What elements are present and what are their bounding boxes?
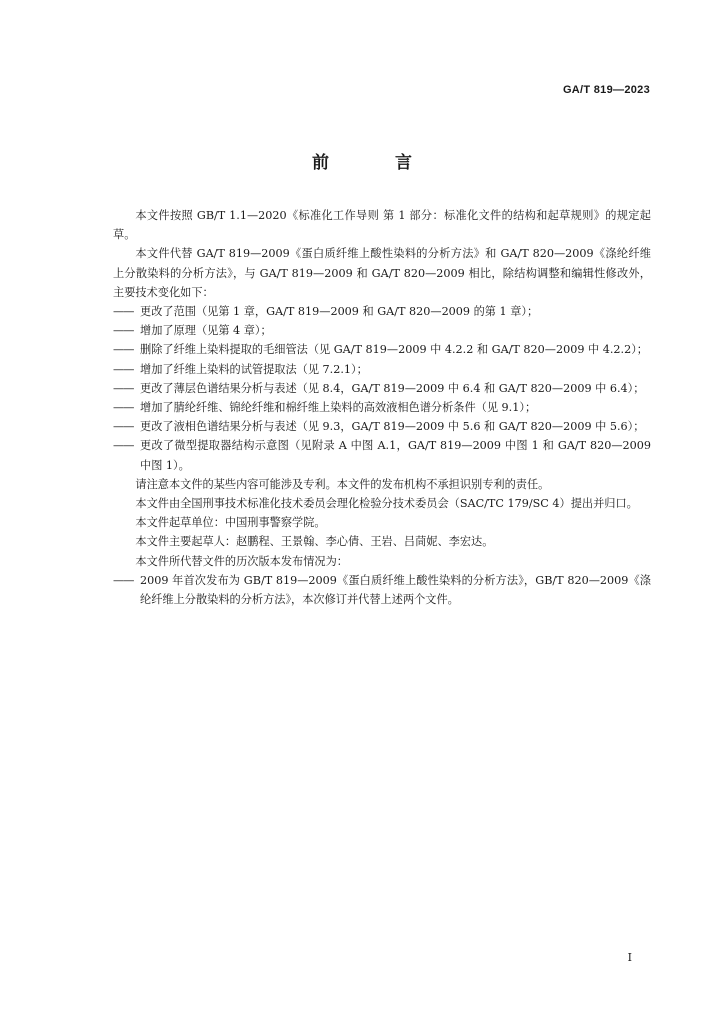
paragraph-drafting-unit: 本文件起草单位：中国刑事警察学院。	[135, 516, 326, 530]
list-item: —— 增加了纤维上染料的试管提取法（见 7.2.1）；	[113, 360, 651, 379]
paragraph-proposer: 本文件由全国刑事技术标准化技术委员会理化检验分技术委员会（SAC/TC 179/SC 4）提出并归口。	[135, 497, 638, 511]
paragraph-patent-notice: 请注意本文件的某些内容可能涉及专利。本文件的发布机构不承担识别专利的责任。	[135, 477, 550, 491]
list-item: —— 更改了微型提取器结构示意图（见附录 A 中图 A.1，GA/T 819—2009 中图 1 和 GA/T 820—2009 中图 1）。	[113, 436, 651, 474]
foreword-body	[113, 206, 651, 609]
list-item: —— 删除了纤维上染料提取的毛细管法（见 GA/T 819—2009 中 4.2.2 和 GA/T 820—2009 中 4.2.2）；	[113, 340, 651, 359]
dash-marker: ——	[113, 305, 134, 319]
paragraph-drafting-rules: 本文件按照 GB/T 1.1—2020《标准化工作导则 第 1 部分：标准化文件的结构和起草规则》的规定起草。	[113, 209, 651, 242]
page-title: 前 言	[312, 153, 442, 173]
paragraph-history-intro: 本文件所代替文件的历次版本发布情况为：	[135, 554, 348, 568]
list-item: —— 2009 年首次发布为 GB/T 819—2009《蛋白质纤维上酸性染料的分析方法》，GB/T 820—2009《涤纶纤维上分散染料的分析方法》，本次修订并代替上述两个文件。	[113, 571, 651, 609]
dash-marker: ——	[113, 573, 134, 587]
history-list	[113, 571, 651, 609]
dash-marker: ——	[113, 420, 134, 434]
paragraph-drafters: 本文件主要起草人：赵鹏程、王景翰、李心倩、王岩、吕茼妮、李宏达。	[135, 535, 494, 549]
dash-marker: ——	[113, 324, 134, 338]
dash-marker: ——	[113, 381, 134, 395]
paragraph-replacement: 本文件代替 GA/T 819—2009《蛋白质纤维上酸性染料的分析方法》和 GA/T 820—2009《涤纶纤维上分散染料的分析方法》，与 GA/T 819—2009 和 GA/T 820—2009 相比，除结构调整和编辑性修改外，主要技术变化如下：	[113, 247, 651, 299]
page-number: I	[627, 951, 632, 964]
list-item: —— 更改了液相色谱结果分析与表述（见 9.3，GA/T 819—2009 中 5.6 和 GA/T 820—2009 中 5.6）；	[113, 417, 651, 436]
changes-list	[113, 302, 651, 475]
dash-marker: ——	[113, 362, 134, 376]
dash-marker: ——	[113, 343, 134, 357]
dash-marker: ——	[113, 439, 134, 453]
list-item: —— 更改了薄层色谱结果分析与表述（见 8.4，GA/T 819—2009 中 6.4 和 GA/T 820—2009 中 6.4）；	[113, 379, 651, 398]
list-item: —— 增加了原理（见第 4 章）；	[113, 321, 651, 340]
dash-marker: ——	[113, 401, 134, 415]
list-item: —— 更改了范围（见第 1 章，GA/T 819—2009 和 GA/T 820—2009 的第 1 章）；	[113, 302, 651, 321]
list-item: —— 增加了腈纶纤维、锦纶纤维和棉纤维上染料的高效液相色谱分析条件（见 9.1）；	[113, 398, 651, 417]
document-code: GA/T 819—2023	[562, 84, 650, 96]
